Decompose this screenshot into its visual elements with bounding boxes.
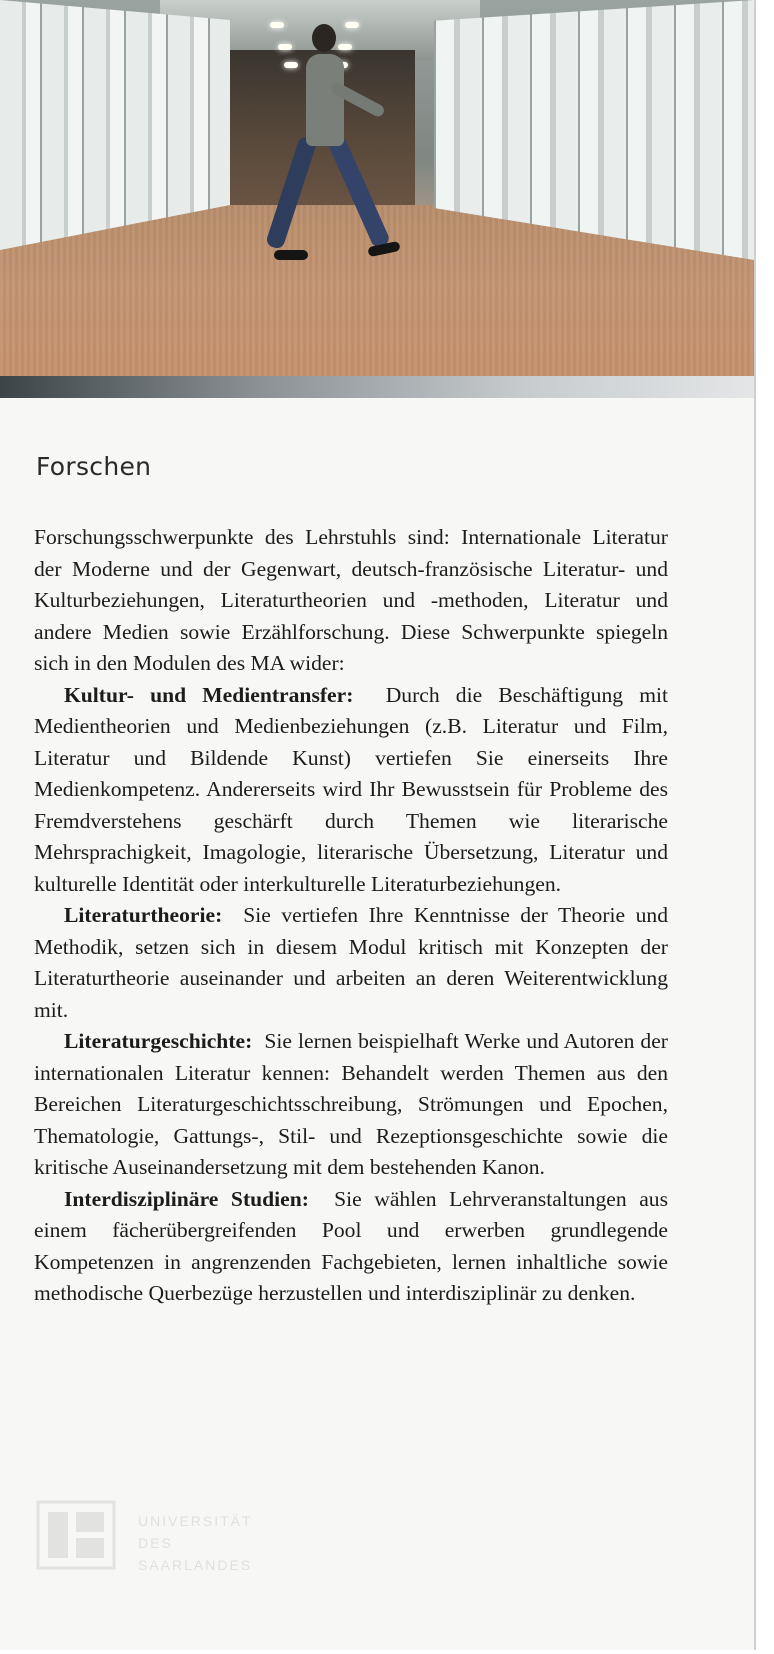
- module-paragraph: [34, 1184, 668, 1310]
- module-text: Sie lernen beispielhaft Werke und Autoren der internationalen Literatur kennen: Behandelt werden Themen aus den Bereichen Literaturgeschichtsschreibung, Strömungen und Epochen, Thematologie, Gattungs-, Stil- und Rezeptionsgeschichte sowie die kritische Auseinandersetzung mit dem bestehenden Kanon.: [34, 1029, 668, 1179]
- module-text: Durch die Beschäftigung mit Medientheorien und Medienbeziehungen (z.B. Literatur und Film, Literatur und Bildende Kunst) vertiefen Sie einerseits Ihre Medienkompetenz. Andererseits wird Ihr Bewusstsein für Probleme des Fremdverstehens geschärft durch Themen wie literarische Mehrsprachigkeit, Imagologie, literarische Übersetzung, Literatur und kulturelle Identität oder interkulturelle Literaturbeziehungen.: [34, 682, 669, 896]
- module-text: Sie wählen Lehrveranstaltungen aus einem fächerübergreifenden Pool und erwerben grundlegende Kompetenzen in angrenzenden Fachgebieten, lernen inhaltliche sowie methodische Querbezüge herzustellen und interdisziplinär zu denken.: [34, 1186, 668, 1305]
- hallway-photo: [0, 0, 754, 396]
- wordmark-line: UNIVERSITÄT: [138, 1513, 253, 1529]
- module-title: Literaturgeschichte:: [64, 1029, 253, 1053]
- wordmark-line: DES: [138, 1535, 173, 1551]
- module-title: Interdisziplinäre Studien:: [64, 1186, 309, 1211]
- module-text: Sie vertiefen Ihre Kenntnisse der Theorie und Methodik, setzen sich in diesem Modul kritisch mit Konzepten der Literaturtheorie auseinander und arbeiten an deren Weiterentwicklung mit.: [34, 903, 668, 1022]
- wordmark-line: SAARLANDES: [138, 1557, 253, 1573]
- module-paragraph: [34, 900, 668, 1026]
- body-text: [34, 522, 668, 1310]
- section-title: Forschen: [36, 452, 152, 481]
- decorative-band: [0, 376, 754, 398]
- module-paragraph: [34, 680, 668, 901]
- university-wordmark: [138, 1510, 253, 1576]
- module-paragraph: [34, 1026, 668, 1184]
- university-logo-icon: [36, 1500, 116, 1570]
- module-title: Kultur- und Medientransfer:: [64, 682, 354, 707]
- intro-paragraph: Forschungsschwerpunkte des Lehrstuhls sind: Internationale Literatur der Moderne und der Gegenwart, deutsch-französische Literatur- und Kulturbeziehungen, Literaturtheorien und -methoden, Literatur und andere Medien sowie Erzählforschung. Diese Schwerpunkte spiegeln sich in den Modulen des MA wider:: [34, 525, 668, 675]
- walking-person: [270, 18, 410, 268]
- module-title: Literaturtheorie:: [64, 903, 223, 927]
